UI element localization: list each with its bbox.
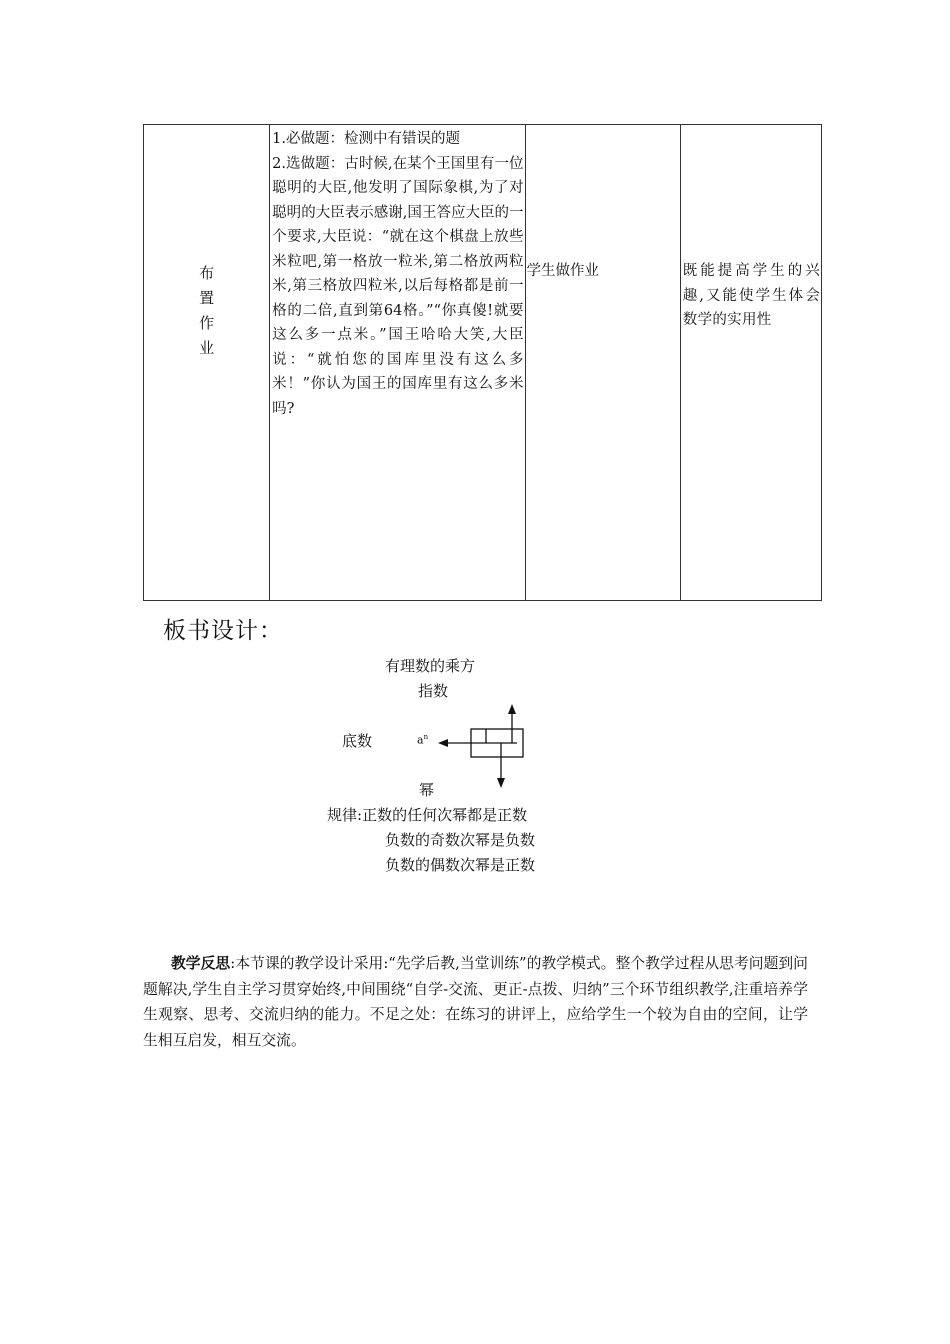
power-base: a <box>417 733 424 747</box>
power-label: 幂 <box>419 781 435 799</box>
reflection-text: :本节课的教学设计采用:“先学后教,当堂训练”的教学模式。整个教学过程从思考问题到问题解决,学生自主学习贯穿始终,中间围绕“自学-交流、更正-点拨、归纳”三个环节组织教学,注重培养学生观察、思考、交流归纳的能力。不足之处：在练习的讲评上，应给学生一个较为自由的空间，让学生相互启发，相互交流。 <box>143 955 808 1049</box>
rule-item: 正数的任何次幂都是正数 <box>362 806 528 824</box>
student-activity-text: 学生做作业 <box>526 263 600 279</box>
power-arrowhead <box>497 778 505 788</box>
board-title: 有理数的乘方 <box>385 657 476 675</box>
power-exponent: n <box>423 733 429 741</box>
base-arrowhead <box>438 739 448 747</box>
board-design-heading: 板书设计： <box>163 618 283 644</box>
teaching-reflection <box>143 951 808 1053</box>
reflection-label: 教学反思 <box>171 955 231 972</box>
exponent-label: 指数 <box>418 682 449 700</box>
homework-required: 1.必做题：检测中有错误的题 <box>272 131 461 147</box>
rule-item: 负数的偶数次幂是正数 <box>385 856 536 874</box>
rule-item: 负数的奇数次幂是负数 <box>385 831 536 849</box>
stage-label-char: 作 <box>199 314 215 332</box>
rules-line-1 <box>327 804 527 825</box>
homework-optional: 2.选做题：古时候,在某个王国里有一位聪明的大臣,他发明了国际象棋,为了对聪明的大臣表示感谢,国王答应大臣的一个要求,大臣说：“就在这个棋盘上放些米粒吧,第一格放一粒米,第二格放两粒米,第三格放四粒米,以后每格都是前一格的二倍,直到第64格。”“你真傻!就要这么多一点米。”国王哈哈大笑,大臣说：“就怕您的国库里没有这么多米！”你认为国王的国库里有这么多米吗? <box>272 155 524 417</box>
rules-prefix: 规律: <box>327 806 363 824</box>
design-intent-text: 既能提高学生的兴趣,又能使学生体会数学的实用性 <box>682 263 820 328</box>
base-label: 底数 <box>342 732 373 750</box>
stage-label-char: 置 <box>199 289 215 307</box>
stage-label-char: 业 <box>199 339 215 357</box>
exponent-arrowhead <box>508 704 516 714</box>
stage-label-char: 布 <box>199 264 215 282</box>
